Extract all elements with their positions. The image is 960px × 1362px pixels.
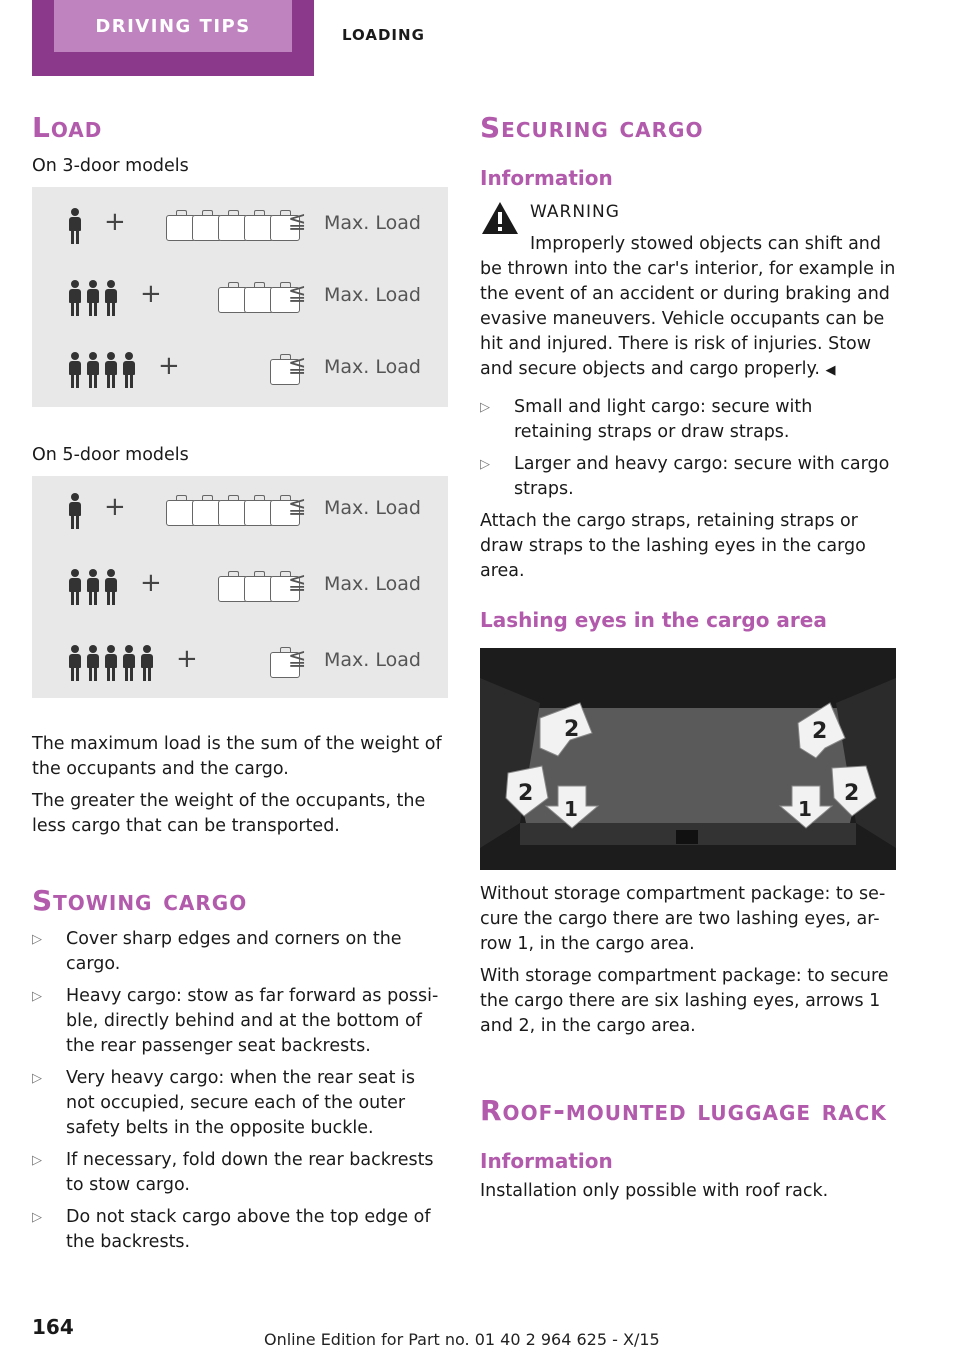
person-icon <box>104 352 118 388</box>
chapter-tab <box>32 0 314 76</box>
bullet-triangle-icon: ▷ <box>480 400 490 415</box>
load-row <box>32 345 448 395</box>
section-title: LOADING <box>342 26 425 44</box>
person-icon <box>86 280 100 316</box>
max-load-label: Max. Load <box>324 212 421 234</box>
plus-icon: + <box>158 351 180 381</box>
list-item: ▷ Heavy cargo: stow as far forward as possi-ble, directly behind and at the bottom of the rear passenger seat backrests. <box>32 986 439 1056</box>
bullet-triangle-icon: ▷ <box>32 989 42 1004</box>
occupants-group <box>68 569 118 605</box>
bullet-triangle-icon: ▷ <box>32 1210 42 1225</box>
less-equal-icon: ≦ <box>288 353 307 378</box>
max-load-label: Max. Load <box>324 356 421 378</box>
load-heading: Load <box>32 111 103 144</box>
svg-text:2: 2 <box>844 781 860 806</box>
occupants-group <box>68 208 82 244</box>
load-row <box>32 562 448 612</box>
edition-info: Online Edition for Part no. 01 40 2 964 625 - X/15 <box>264 1330 660 1349</box>
load-row <box>32 201 448 251</box>
person-icon <box>140 645 154 681</box>
page-number: 164 <box>32 1315 74 1339</box>
svg-text:2: 2 <box>518 781 534 806</box>
person-icon <box>68 645 82 681</box>
warning-block <box>480 200 896 383</box>
list-item: ▷ Larger and heavy cargo: secure with cargo straps. <box>480 454 890 499</box>
warning-text: Improperly stowed objects can shift and be thrown into the car's interior, for example in the event of an accident or during braking and evasive maneuvers. Vehicle occupants can be hit and injured. There is risk of injuries. Stow and secure objects and cargo properly. ◀ <box>480 234 896 379</box>
right-column <box>480 110 896 1204</box>
list-item: ▷ Do not stack cargo above the top edge of the backrests. <box>32 1207 431 1252</box>
max-load-label: Max. Load <box>324 497 421 519</box>
person-icon <box>68 352 82 388</box>
svg-text:2: 2 <box>812 719 828 744</box>
chapter-tab-inner <box>54 0 292 52</box>
warning-title: WARNING <box>530 202 620 222</box>
load-row <box>32 486 448 536</box>
person-icon <box>68 280 82 316</box>
load-row <box>32 273 448 323</box>
max-load-label: Max. Load <box>324 649 421 671</box>
securing-heading: Securing cargo <box>480 111 704 144</box>
person-icon <box>86 569 100 605</box>
svg-text:1: 1 <box>798 797 812 821</box>
load-paragraph-1: The maximum load is the sum of the weight of the occupants and the cargo. <box>32 734 442 779</box>
occupants-group <box>68 493 82 529</box>
less-equal-icon: ≦ <box>288 494 307 519</box>
with-package-paragraph: With storage compartment package: to secure the cargo there are six lashing eyes, arrows 1 and 2, in the cargo area. <box>480 966 889 1036</box>
load-row <box>32 638 448 688</box>
attach-paragraph: Attach the cargo straps, retaining straps or draw straps to the lashing eyes in the cargo area. <box>480 511 866 581</box>
plus-icon: + <box>140 568 162 598</box>
cargo-area-illustration <box>480 648 896 870</box>
person-icon <box>104 645 118 681</box>
plus-icon: + <box>140 279 162 309</box>
cargo-area-photo <box>480 648 896 870</box>
lashing-heading: Lashing eyes in the cargo area <box>480 608 827 632</box>
list-item: ▷ Small and light cargo: secure with retaining straps or draw straps. <box>480 397 813 442</box>
list-item: ▷ If necessary, fold down the rear backrests to stow cargo. <box>32 1150 434 1195</box>
end-mark-icon: ◀ <box>825 363 836 378</box>
roof-info-heading: Information <box>480 1149 613 1173</box>
cargo-group <box>218 576 296 602</box>
chapter-title: DRIVING TIPS <box>95 15 251 37</box>
occupants-group <box>68 645 154 681</box>
without-package-paragraph: Without storage compartment package: to se-cure the cargo there are two lashing eyes, ar-row 1, in the cargo area. <box>480 884 886 954</box>
max-load-label: Max. Load <box>324 284 421 306</box>
person-icon <box>122 645 136 681</box>
left-column <box>32 110 448 1262</box>
occupants-group <box>68 280 118 316</box>
plus-icon: + <box>104 207 126 237</box>
bullet-triangle-icon: ▷ <box>32 1071 42 1086</box>
person-icon <box>68 208 82 244</box>
plus-icon: + <box>104 492 126 522</box>
person-icon <box>86 645 100 681</box>
five-door-caption: On 5-door models <box>32 445 189 465</box>
list-item: ▷ Cover sharp edges and corners on the cargo. <box>32 929 402 974</box>
person-icon <box>68 569 82 605</box>
svg-text:1: 1 <box>564 797 578 821</box>
less-equal-icon: ≦ <box>288 209 307 234</box>
person-icon <box>104 569 118 605</box>
person-icon <box>86 352 100 388</box>
three-door-load-diagram <box>32 187 448 407</box>
svg-text:2: 2 <box>564 717 580 742</box>
occupants-group <box>68 352 136 388</box>
three-door-caption: On 3-door models <box>32 156 189 176</box>
less-equal-icon: ≦ <box>288 281 307 306</box>
securing-info-heading: Information <box>480 166 613 190</box>
less-equal-icon: ≦ <box>288 646 307 671</box>
person-icon <box>122 352 136 388</box>
bullet-triangle-icon: ▷ <box>32 1153 42 1168</box>
stowing-list <box>32 927 448 1255</box>
cargo-group <box>166 500 296 526</box>
warning-triangle-icon <box>480 200 520 236</box>
list-item: ▷ Very heavy cargo: when the rear seat is not occupied, secure each of the outer safety belts in the opposite buckle. <box>32 1068 416 1138</box>
person-icon <box>104 280 118 316</box>
plus-icon: + <box>176 644 198 674</box>
five-door-load-diagram <box>32 476 448 698</box>
stowing-heading: Stowing cargo <box>32 884 248 917</box>
bullet-triangle-icon: ▷ <box>32 932 42 947</box>
person-icon <box>68 493 82 529</box>
cargo-group <box>166 215 296 241</box>
roof-rack-heading: Roof-mounted luggage rack <box>480 1094 887 1127</box>
load-paragraph-2: The greater the weight of the occupants, the less cargo that can be transported. <box>32 791 426 836</box>
max-load-label: Max. Load <box>324 573 421 595</box>
bullet-triangle-icon: ▷ <box>480 457 490 472</box>
cargo-group <box>218 287 296 313</box>
securing-list <box>480 395 896 502</box>
less-equal-icon: ≦ <box>288 570 307 595</box>
roof-paragraph: Installation only possible with roof rack. <box>480 1181 829 1201</box>
